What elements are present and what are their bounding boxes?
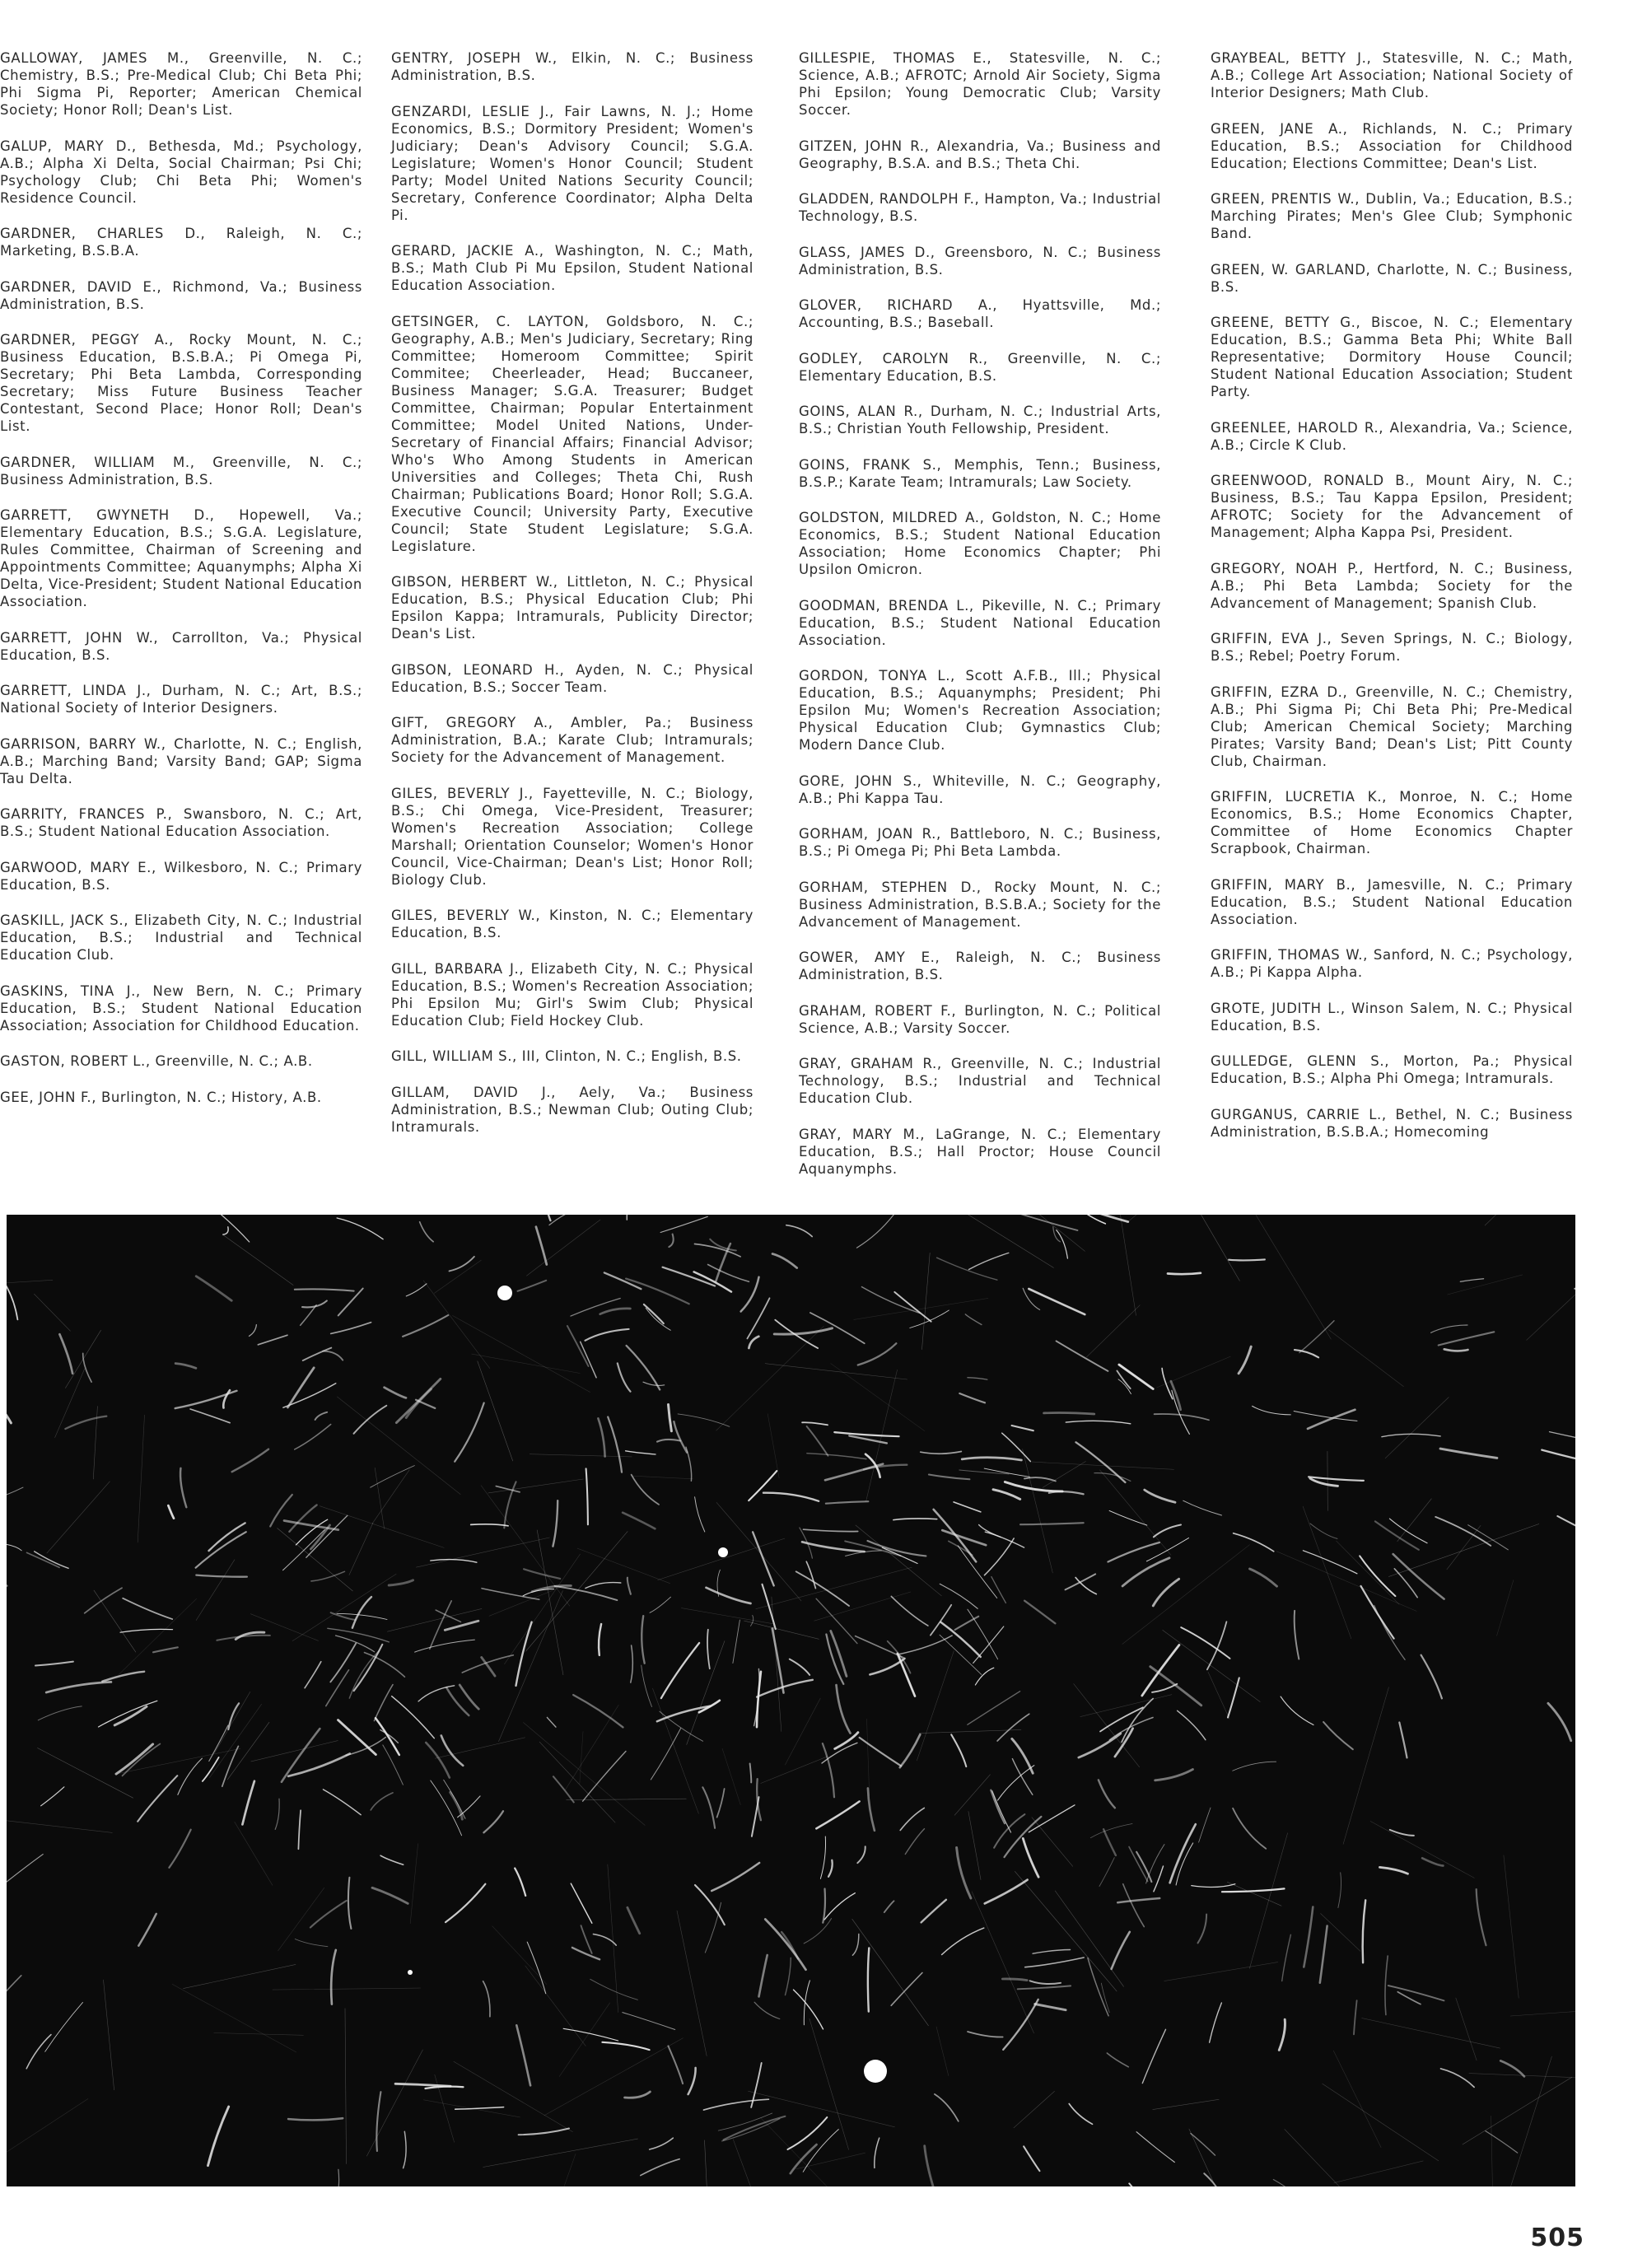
directory-entry: GARDNER, CHARLES D., Raleigh, N. C.; Marketing, B.S.B.A. xyxy=(0,226,362,259)
directory-entry: GALUP, MARY D., Bethesda, Md.; Psychology, A.B.; Alpha Xi Delta, Social Chairman; Psi Chi; Psychology Club; Chi Beta Phi; Women's Residence Council. xyxy=(0,138,362,206)
directory-entry: GORDON, TONYA L., Scott A.F.B., Ill.; Physical Education, B.S.; Aquanymphs; President; Phi Epsilon Mu; Women's Recreation Association; Physical Education Club; Gymnastics Club; Modern Dance Club. xyxy=(799,668,1161,753)
directory-entry: GRAHAM, ROBERT F., Burlington, N. C.; Political Science, A.B.; Varsity Soccer. xyxy=(799,1002,1161,1036)
directory-column-4 xyxy=(1211,49,1573,1159)
directory-entry: GARRITY, FRANCES P., Swansboro, N. C.; Art, B.S.; Student National Education Association. xyxy=(0,806,362,839)
fireworks-photo xyxy=(7,1215,1575,2186)
directory-entry: GILLESPIE, THOMAS E., Statesville, N. C.; Science, A.B.; AFROTC; Arnold Air Society, Sigma Phi Epsilon; Young Democratic Club; Varsity Soccer. xyxy=(799,50,1161,118)
directory-entry: GARDNER, PEGGY A., Rocky Mount, N. C.; Business Education, B.S.B.A.; Pi Omega Pi, Secretary; Phi Beta Lambda, Corresponding Secretary; Miss Future Business Teacher Contestant, Second Place; Honor Roll; Dean's List. xyxy=(0,332,362,434)
directory-entry: GARDNER, DAVID E., Richmond, Va.; Business Administration, B.S. xyxy=(0,278,362,312)
directory-entry: GENZARDI, LESLIE J., Fair Lawns, N. J.; Home Economics, B.S.; Dormitory President; Women's Judiciary; Dean's Advisory Council; S.G.A. Legislature; Women's Honor Council; Student Party; Model United Nations Security Council; Secretary, Conference Coordinator; Alpha Delta Pi. xyxy=(391,103,754,223)
directory-entry: GETSINGER, C. LAYTON, Goldsboro, N. C.; Geography, A.B.; Men's Judiciary, Secretary; Ring Committee; Homeroom Committee; Spirit Commitee; Cheerleader, Head; Buccaneer, Business Manager; S.G.A. Treasurer; Budget Committee, Chairman; Popular Entertainment Committee; Model United Nations, Under-Secretary of Financial Affairs; Financial Advisor; Who's Who Among Students in American Universities and Colleges; Theta Chi, Rush Chairman; Publications Board; Honor Roll; S.G.A. Executive Council; University Party, Executive Council; State Student Legislature; S.G.A. Legislature. xyxy=(391,313,754,554)
directory-entry: GARRETT, GWYNETH D., Hopewell, Va.; Elementary Education, B.S.; S.G.A. Legislature, Rules Committee, Chairman of Screening and Appointments Committee; Aquanymphs; Alpha Xi Delta, Vice-President; Student National Education Association. xyxy=(0,507,362,609)
directory-entry: GREEN, JANE A., Richlands, N. C.; Primary Education, B.S.; Association for Childhood Education; Elections Committee; Dean's List. xyxy=(1211,120,1573,171)
directory-entry: GOLDSTON, MILDRED A., Goldston, N. C.; Home Economics, B.S.; Student National Education Association; Home Economics Chapter; Phi Upsilon Omicron. xyxy=(799,510,1161,577)
directory-entry: GASTON, ROBERT L., Greenville, N. C.; A.B. xyxy=(0,1053,313,1069)
directory-entry: GILLAM, DAVID J., Aely, Va.; Business Administration, B.S.; Newman Club; Outing Club; Intramurals. xyxy=(391,1084,754,1135)
directory-entry: GOODMAN, BRENDA L., Pikeville, N. C.; Primary Education, B.S.; Student National Education Association. xyxy=(799,597,1161,648)
directory-entry: GLOVER, RICHARD A., Hyattsville, Md.; Accounting, B.S.; Baseball. xyxy=(799,297,1161,330)
directory-entry: GARRETT, JOHN W., Carrollton, Va.; Physical Education, B.S. xyxy=(0,629,362,663)
directory-entry: GOINS, FRANK S., Memphis, Tenn.; Business, B.S.P.; Karate Team; Intramurals; Law Society. xyxy=(799,456,1161,490)
directory-entry: GIBSON, LEONARD H., Ayden, N. C.; Physical Education, B.S.; Soccer Team. xyxy=(391,661,754,695)
directory-entry: GURGANUS, CARRIE L., Bethel, N. C.; Business Administration, B.S.B.A.; Homecoming xyxy=(1211,1106,1573,1140)
directory-entry: GENTRY, JOSEPH W., Elkin, N. C.; Business Administration, B.S. xyxy=(391,50,754,83)
directory-entry: GIBSON, HERBERT W., Littleton, N. C.; Physical Education, B.S.; Physical Education Club; Phi Epsilon Kappa; Intramurals, Publicity Director; Dean's List. xyxy=(391,574,754,642)
directory-entry: GASKILL, JACK S., Elizabeth City, N. C.; Industrial Education, B.S.; Industrial and Technical Education Club. xyxy=(0,912,362,963)
page-number: 505 xyxy=(1530,2224,1584,2252)
directory-entry: GRIFFIN, LUCRETIA K., Monroe, N. C.; Home Economics, B.S.; Home Economics Chapter, Committee of Home Economics Chapter Scrapbook, Chairman. xyxy=(1211,789,1573,856)
directory-entry: GEE, JOHN F., Burlington, N. C.; History, A.B. xyxy=(0,1089,322,1105)
directory-entry: GREEN, W. GARLAND, Charlotte, N. C.; Business, B.S. xyxy=(1211,261,1573,295)
directory-entry: GLADDEN, RANDOLPH F., Hampton, Va.; Industrial Technology, B.S. xyxy=(799,191,1161,224)
directory-entry: GORHAM, STEPHEN D., Rocky Mount, N. C.; Business Administration, B.S.B.A.; Society for the Advancement of Management. xyxy=(799,879,1161,930)
directory-entry: GREENWOOD, RONALD B., Mount Airy, N. C.; Business, B.S.; Tau Kappa Epsilon, President; AFROTC; Society for the Advancement of Management; Alpha Kappa Psi, President. xyxy=(1211,473,1573,540)
directory-entry: GASKINS, TINA J., New Bern, N. C.; Primary Education, B.S.; Student National Education Association; Association for Childhood Education. xyxy=(0,982,362,1034)
directory-entry: GILES, BEVERLY J., Fayetteville, N. C.; Biology, B.S.; Chi Omega, Vice-President, Treasurer; Women's Recreation Association; College Marshall; Orientation Counselor; Women's Honor Council, Vice-Chairman; Dean's List; Honor Roll; Biology Club. xyxy=(391,785,754,888)
directory-entry: GRIFFIN, THOMAS W., Sanford, N. C.; Psychology, A.B.; Pi Kappa Alpha. xyxy=(1211,947,1573,980)
directory-entry: GITZEN, JOHN R., Alexandria, Va.; Business and Geography, B.S.A. and B.S.; Theta Chi. xyxy=(799,138,1161,171)
directory-entry: GILL, WILLIAM S., III, Clinton, N. C.; English, B.S. xyxy=(391,1048,742,1064)
directory-entry: GARRETT, LINDA J., Durham, N. C.; Art, B.S.; National Society of Interior Designers. xyxy=(0,683,362,716)
directory-entry: GILES, BEVERLY W., Kinston, N. C.; Elementary Education, B.S. xyxy=(391,908,754,940)
directory-entry: GIFT, GREGORY A., Ambler, Pa.; Business Administration, B.A.; Karate Club; Intramurals; Society for the Advancement of Management. xyxy=(391,715,754,765)
directory-entry: GOWER, AMY E., Raleigh, N. C.; Business Administration, B.S. xyxy=(799,950,1161,982)
directory-entry: GRAY, MARY M., LaGrange, N. C.; Elementary Education, B.S.; Hall Proctor; House Council Aquanymphs. xyxy=(799,1126,1161,1177)
directory-entry: GREENE, BETTY G., Biscoe, N. C.; Elementary Education, B.S.; Gamma Beta Phi; White Ball Representative; Dormitory House Council; Student National Education Association; Student Party. xyxy=(1211,315,1573,399)
directory-column-1 xyxy=(0,49,362,1124)
directory-entry: GREEN, PRENTIS W., Dublin, Va.; Education, B.S.; Marching Pirates; Men's Glee Club; Symphonic Band. xyxy=(1211,191,1573,241)
directory-entry: GROTE, JUDITH L., Winson Salem, N. C.; Physical Education, B.S. xyxy=(1211,1000,1573,1034)
directory-entry: GALLOWAY, JAMES M., Greenville, N. C.; Chemistry, B.S.; Pre-Medical Club; Chi Beta Phi; Phi Sigma Pi, Reporter; American Chemical Society; Honor Roll; Dean's List. xyxy=(0,50,362,118)
directory-entry: GRIFFIN, EZRA D., Greenville, N. C.; Chemistry, A.B.; Phi Sigma Pi; Chi Beta Phi; Pre-Medical Club; American Chemical Society; Marching Pirates; Varsity Band; Dean's List; Pitt County Club, Chairman. xyxy=(1211,684,1573,769)
directory-entry: GULLEDGE, GLENN S., Morton, Pa.; Physical Education, B.S.; Alpha Phi Omega; Intramurals. xyxy=(1211,1053,1573,1086)
directory-column-3 xyxy=(799,49,1161,1196)
directory-column-2 xyxy=(391,49,754,1154)
directory-entry: GODLEY, CAROLYN R., Greenville, N. C.; Elementary Education, B.S. xyxy=(799,350,1161,384)
directory-entry: GLASS, JAMES D., Greensboro, N. C.; Business Administration, B.S. xyxy=(799,244,1161,278)
directory-entry: GARWOOD, MARY E., Wilkesboro, N. C.; Primary Education, B.S. xyxy=(0,859,362,893)
fireworks-image xyxy=(7,1215,1575,2186)
directory-entry: GERARD, JACKIE A., Washington, N. C.; Math, B.S.; Math Club Pi Mu Epsilon, Student National Education Association. xyxy=(391,243,754,293)
directory-entry: GREENLEE, HAROLD R., Alexandria, Va.; Science, A.B.; Circle K Club. xyxy=(1211,419,1573,453)
directory-entry: GILL, BARBARA J., Elizabeth City, N. C.; Physical Education, B.S.; Women's Recreation Association; Phi Epsilon Mu; Girl's Swim Club; Physical Education Club; Field Hockey Club. xyxy=(391,960,754,1029)
directory-entry: GARRISON, BARRY W., Charlotte, N. C.; English, A.B.; Marching Band; Varsity Band; GAP; Sigma Tau Delta. xyxy=(0,735,362,786)
directory-entry: GREGORY, NOAH P., Hertford, N. C.; Business, A.B.; Phi Beta Lambda; Society for the Advancement of Management; Spanish Club. xyxy=(1211,560,1573,611)
directory-entry: GORHAM, JOAN R., Battleboro, N. C.; Business, B.S.; Pi Omega Pi; Phi Beta Lambda. xyxy=(799,826,1161,859)
directory-entry: GRAY, GRAHAM R., Greenville, N. C.; Industrial Technology, B.S.; Industrial and Technical Education Club. xyxy=(799,1056,1161,1106)
directory-entry: GORE, JOHN S., Whiteville, N. C.; Geography, A.B.; Phi Kappa Tau. xyxy=(799,772,1161,806)
directory-entry: GARDNER, WILLIAM M., Greenville, N. C.; Business Administration, B.S. xyxy=(0,454,362,488)
directory-entry: GOINS, ALAN R., Durham, N. C.; Industrial Arts, B.S.; Christian Youth Fellowship, President. xyxy=(799,404,1161,436)
directory-entry: GRAYBEAL, BETTY J., Statesville, N. C.; Math, A.B.; College Art Association; National Society of Interior Designers; Math Club. xyxy=(1211,50,1573,100)
directory-entry: GRIFFIN, EVA J., Seven Springs, N. C.; Biology, B.S.; Rebel; Poetry Forum. xyxy=(1211,631,1573,664)
directory-entry: GRIFFIN, MARY B., Jamesville, N. C.; Primary Education, B.S.; Student National Education Association. xyxy=(1211,876,1573,927)
